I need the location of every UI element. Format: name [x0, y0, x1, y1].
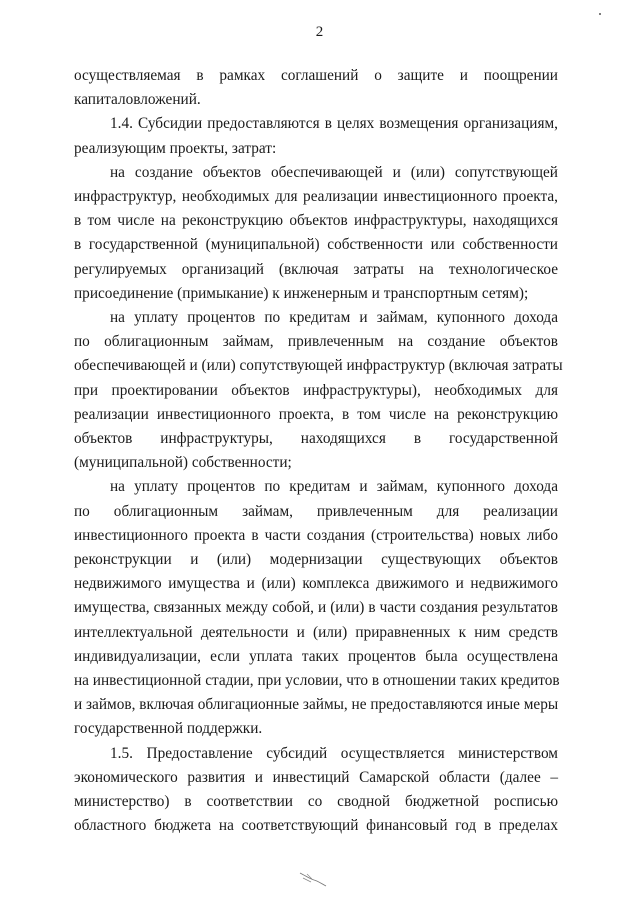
text-line: инфраструктур, необходимых для реализации инвестиционного проекта,	[74, 188, 558, 206]
text-line: индивидуализации, если уплата таких процентов была осуществлена	[74, 647, 558, 665]
text-line: реализующим проекты, затрат:	[74, 139, 277, 157]
text-line: присоединение (примыкание) к инженерным и транспортным сетям);	[74, 284, 529, 302]
text-line: и займов, включая облигационные займы, не предоставляются иные меры	[74, 696, 559, 714]
text-line: в государственной (муниципальной) собственности или собственности	[74, 236, 558, 254]
text-line: в том числе на реконструкцию объектов инфраструктуры, находящихся	[74, 212, 558, 230]
scan-speck	[599, 13, 601, 15]
text-line: реконструкции и (или) модернизации существующих объектов	[74, 551, 558, 569]
text-line: 1.5. Предоставление субсидий осуществляется министерством	[110, 744, 558, 762]
text-line: по облигационным займам, привлеченным для реализации	[74, 502, 558, 520]
text-line: на уплату процентов по кредитам и займам, купонного дохода	[110, 309, 558, 327]
paragraph-interest-infrastructure	[74, 306, 563, 475]
text-line: 1.4. Субсидии предоставляются в целях возмещения организациям,	[110, 115, 558, 133]
text-line: интеллектуальной деятельности и (или) приравненных к ним средств	[74, 623, 558, 641]
text-line: при проектировании объектов инфраструктуры), необходимых для	[74, 381, 558, 399]
paragraph-1-4	[74, 112, 558, 160]
text-line: экономического развития и инвестиций Самарской области (далее –	[74, 768, 558, 786]
text-line: государственной поддержки.	[74, 720, 263, 738]
text-line: областного бюджета на соответствующий финансовый год в пределах	[74, 817, 558, 835]
pen-mark-icon	[298, 870, 328, 888]
text-line: (муниципальной) собственности;	[74, 454, 292, 472]
paragraph-infrastructure	[74, 161, 558, 306]
text-line: имущества, связанных между собой, и (или) в части создания результатов	[74, 599, 558, 617]
text-line: реализации инвестиционного проекта, в том числе на реконструкцию	[74, 405, 558, 423]
text-line: на уплату процентов по кредитам и займам, купонного дохода	[110, 478, 558, 496]
text-line: на инвестиционной стадии, при условии, что в отношении таких кредитов	[74, 672, 560, 690]
paragraph-interest-project	[74, 475, 558, 741]
document-body	[74, 64, 563, 839]
text-line: инвестиционного проекта в части создания (строительства) новых либо	[74, 526, 558, 544]
text-line: на создание объектов обеспечивающей и (или) сопутствующей	[110, 163, 558, 181]
text-line: министерство) в соответствии со сводной бюджетной росписью	[74, 793, 558, 811]
text-line: недвижимого имущества и (или) комплекса движимого и недвижимого	[74, 575, 558, 593]
text-line: объектов инфраструктуры, находящихся в государственной	[74, 430, 558, 448]
text-line: осуществляемая в рамках соглашений о защите и поощрении	[74, 67, 558, 84]
text-line: регулируемых организаций (включая затраты на технологическое	[74, 260, 558, 278]
text-line: капиталовложений.	[74, 91, 201, 109]
paragraph-continuation	[74, 64, 558, 112]
paragraph-1-5	[74, 742, 558, 839]
text-line: по облигационным займам, привлеченным на создание объектов	[74, 333, 558, 351]
page-number: 2	[315, 24, 324, 40]
text-line: обеспечивающей и (или) сопутствующей инфраструктур (включая затраты	[74, 357, 563, 375]
